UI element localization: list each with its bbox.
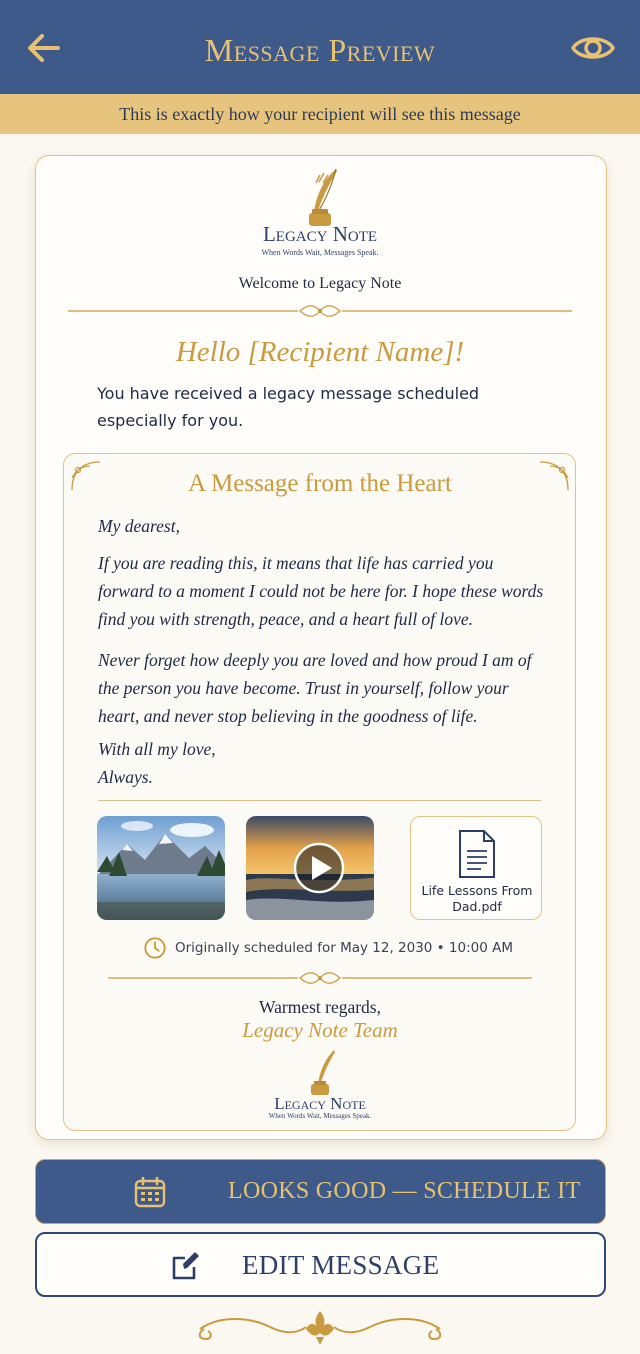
flourish-ornament [190,1307,450,1347]
message-salutation: My dearest, [98,516,180,536]
brand-name: Legacy Note [262,222,378,246]
message-closing: With all my love, [98,739,216,759]
scheduled-date: Originally scheduled for May 12, 2030 • 10:00 AM [175,940,514,956]
message-title: A Message from the Heart [188,470,452,497]
message-paragraph: If you are reading this, it means that life has carried you forward to a moment I could not be here for. I hope these words find you with strength, peace, and a heart full of love. [98,553,544,629]
ornament-divider [108,971,532,985]
page-title: Message Preview [204,32,436,68]
pdf-file-name: Life Lessons From Dad.pdf [421,883,533,914]
eye-icon[interactable] [570,30,616,66]
document-icon [457,829,497,879]
edit-button-label: EDIT MESSAGE [242,1250,440,1280]
brand-tagline: When Words Wait, Messages Speak. [261,248,379,257]
welcome-text: Welcome to Legacy Note [238,275,402,292]
schedule-button-label: LOOKS GOOD — SCHEDULE IT [228,1178,581,1204]
brand-name: Legacy Note [274,1094,366,1113]
sign-off-text: Warmest regards, [258,997,381,1017]
message-closing-signature: Always. [98,767,153,787]
greeting-heading: Hello [Recipient Name]! [175,336,465,368]
divider [98,800,541,801]
ornament-divider [68,304,572,318]
clock-icon [142,936,168,960]
quill-inkwell-icon [0,1048,640,1098]
calendar-icon [133,1175,167,1209]
edit-icon [170,1250,202,1282]
message-paragraph: Never forget how deeply you are loved and how proud I am of the person you have become. Trust in yourself, follow your heart, and never stop believing in the goodness of life. [98,650,532,726]
image-attachment[interactable] [97,816,225,920]
edit-message-button[interactable] [35,1232,606,1297]
pdf-attachment[interactable] [410,816,542,920]
intro-text: You have received a legacy message scheduled especially for you. [97,384,480,430]
schedule-button[interactable] [35,1159,606,1224]
team-signature: Legacy Note Team [242,1018,398,1042]
brand-tagline: When Words Wait, Messages Speak. [268,1112,372,1120]
video-attachment[interactable] [246,816,374,920]
preview-banner: This is exactly how your recipient will see this message [0,94,640,134]
